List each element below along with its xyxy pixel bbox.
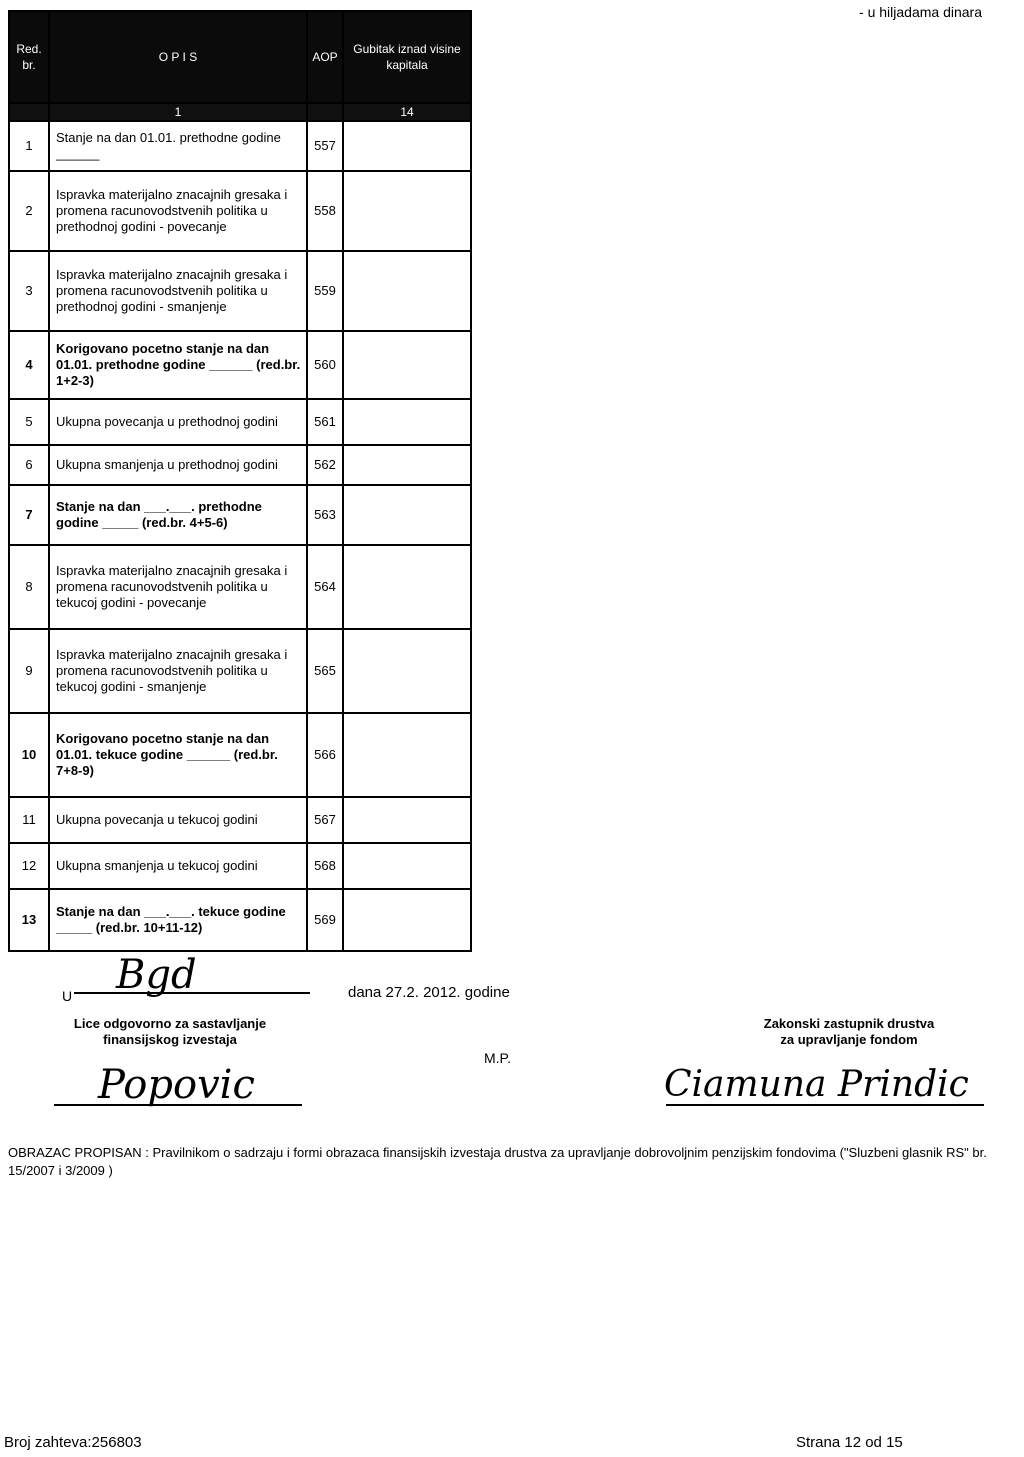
row-value: [343, 889, 471, 951]
table-row: [9, 889, 471, 951]
row-description: Korigovano pocetno stanje na dan 01.01. tekuce godine ______ (red.br. 7+8-9): [49, 713, 307, 797]
row-description: Ispravka materijalno znacajnih gresaka i promena racunovodstvenih politika u tekucoj godini - povecanje: [49, 545, 307, 629]
row-value: [343, 545, 471, 629]
row-value: [343, 843, 471, 889]
stamp-label: M.P.: [484, 1050, 511, 1066]
row-description: Ispravka materijalno znacajnih gresaka i promena racunovodstvenih politika u tekucoj godini - smanjenje: [49, 629, 307, 713]
left-signature-line: [54, 1104, 302, 1106]
row-number: 5: [9, 399, 49, 445]
row-number: 11: [9, 797, 49, 843]
table-row: [9, 485, 471, 545]
row-value: [343, 445, 471, 485]
table-row: [9, 445, 471, 485]
row-value: [343, 121, 471, 171]
row-aop-code: 568: [307, 843, 343, 889]
table-row: [9, 797, 471, 843]
currency-unit-note: - u hiljadama dinara: [859, 4, 982, 20]
row-number: 2: [9, 171, 49, 251]
row-aop-code: 565: [307, 629, 343, 713]
legal-basis-note: OBRAZAC PROPISAN : Pravilnikom o sadrzaju i formi obrazaca finansijskih izvestaja drustva za upravljanje dobrovoljnim penzijskim fondovima ("Sluzbeni glasnik RS" br. 15/2007 i 3/2009 ): [8, 1145, 987, 1178]
row-value: [343, 485, 471, 545]
equity-change-table: [8, 10, 472, 952]
row-aop-code: 569: [307, 889, 343, 951]
header-value: Gubitak iznad visine kapitala: [343, 11, 471, 103]
row-value: [343, 331, 471, 399]
place-underline: [74, 992, 310, 994]
legal-representative-label: Zakonski zastupnik drustva za upravljanje fondom: [763, 1016, 935, 1047]
row-aop-code: 561: [307, 399, 343, 445]
row-description: Ukupna povecanja u tekucoj godini: [49, 797, 307, 843]
responsible-person-signature: Popovic: [98, 1062, 255, 1108]
row-number: 10: [9, 713, 49, 797]
table-body: [9, 121, 471, 951]
subheader-value-index: 14: [343, 103, 471, 121]
row-aop-code: 564: [307, 545, 343, 629]
row-description: Ukupna smanjenja u tekucoj godini: [49, 843, 307, 889]
row-description: Ukupna smanjenja u prethodnoj godini: [49, 445, 307, 485]
row-value: [343, 251, 471, 331]
row-number: 4: [9, 331, 49, 399]
row-aop-code: 559: [307, 251, 343, 331]
row-number: 7: [9, 485, 49, 545]
row-aop-code: 563: [307, 485, 343, 545]
row-description: Stanje na dan ___.___. prethodne godine _____ (red.br. 4+5-6): [49, 485, 307, 545]
row-aop-code: 562: [307, 445, 343, 485]
table-row: [9, 545, 471, 629]
table-row: [9, 121, 471, 171]
row-description: Stanje na dan 01.01. prethodne godine ______: [49, 121, 307, 171]
table-row: [9, 843, 471, 889]
responsible-person-label: Lice odgovorno za sastavljanje finansijskog izvestaja: [73, 1016, 267, 1047]
row-value: [343, 797, 471, 843]
header-row-number: Red. br.: [9, 11, 49, 103]
row-number: 1: [9, 121, 49, 171]
row-description: Ukupna povecanja u prethodnoj godini: [49, 399, 307, 445]
row-aop-code: 560: [307, 331, 343, 399]
table-row: [9, 331, 471, 399]
right-signature-line: [666, 1104, 984, 1106]
date-text: dana 27.2. 2012. godine: [348, 984, 510, 1001]
table-row: [9, 713, 471, 797]
table-row: [9, 629, 471, 713]
row-value: [343, 171, 471, 251]
row-aop-code: 558: [307, 171, 343, 251]
row-value: [343, 399, 471, 445]
place-handwritten: Bgd: [116, 952, 197, 998]
table-subheader-row: [9, 103, 471, 121]
row-description: Stanje na dan ___.___. tekuce godine _____ (red.br. 10+11-12): [49, 889, 307, 951]
row-aop-code: 566: [307, 713, 343, 797]
request-number: Broj zahteva:256803: [4, 1434, 142, 1451]
row-description: Korigovano pocetno stanje na dan 01.01. prethodne godine ______ (red.br. 1+2-3): [49, 331, 307, 399]
table-header-row: [9, 11, 471, 103]
header-aop: AOP: [307, 11, 343, 103]
row-number: 3: [9, 251, 49, 331]
subheader-desc-index: 1: [49, 103, 307, 121]
row-number: 12: [9, 843, 49, 889]
row-number: 13: [9, 889, 49, 951]
page-number: Strana 12 od 15: [796, 1434, 903, 1451]
table-row: [9, 399, 471, 445]
row-description: Ispravka materijalno znacajnih gresaka i promena racunovodstvenih politika u prethodnoj godini - smanjenje: [49, 251, 307, 331]
header-description: O P I S: [49, 11, 307, 103]
row-value: [343, 629, 471, 713]
place-prefix: U: [62, 988, 73, 1004]
row-aop-code: 567: [307, 797, 343, 843]
row-value: [343, 713, 471, 797]
row-description: Ispravka materijalno znacajnih gresaka i promena racunovodstvenih politika u prethodnoj godini - povecanje: [49, 171, 307, 251]
table-row: [9, 171, 471, 251]
row-aop-code: 557: [307, 121, 343, 171]
row-number: 9: [9, 629, 49, 713]
row-number: 6: [9, 445, 49, 485]
row-number: 8: [9, 545, 49, 629]
table-row: [9, 251, 471, 331]
legal-representative-signature: Ciamuna Prindic: [664, 1064, 969, 1105]
